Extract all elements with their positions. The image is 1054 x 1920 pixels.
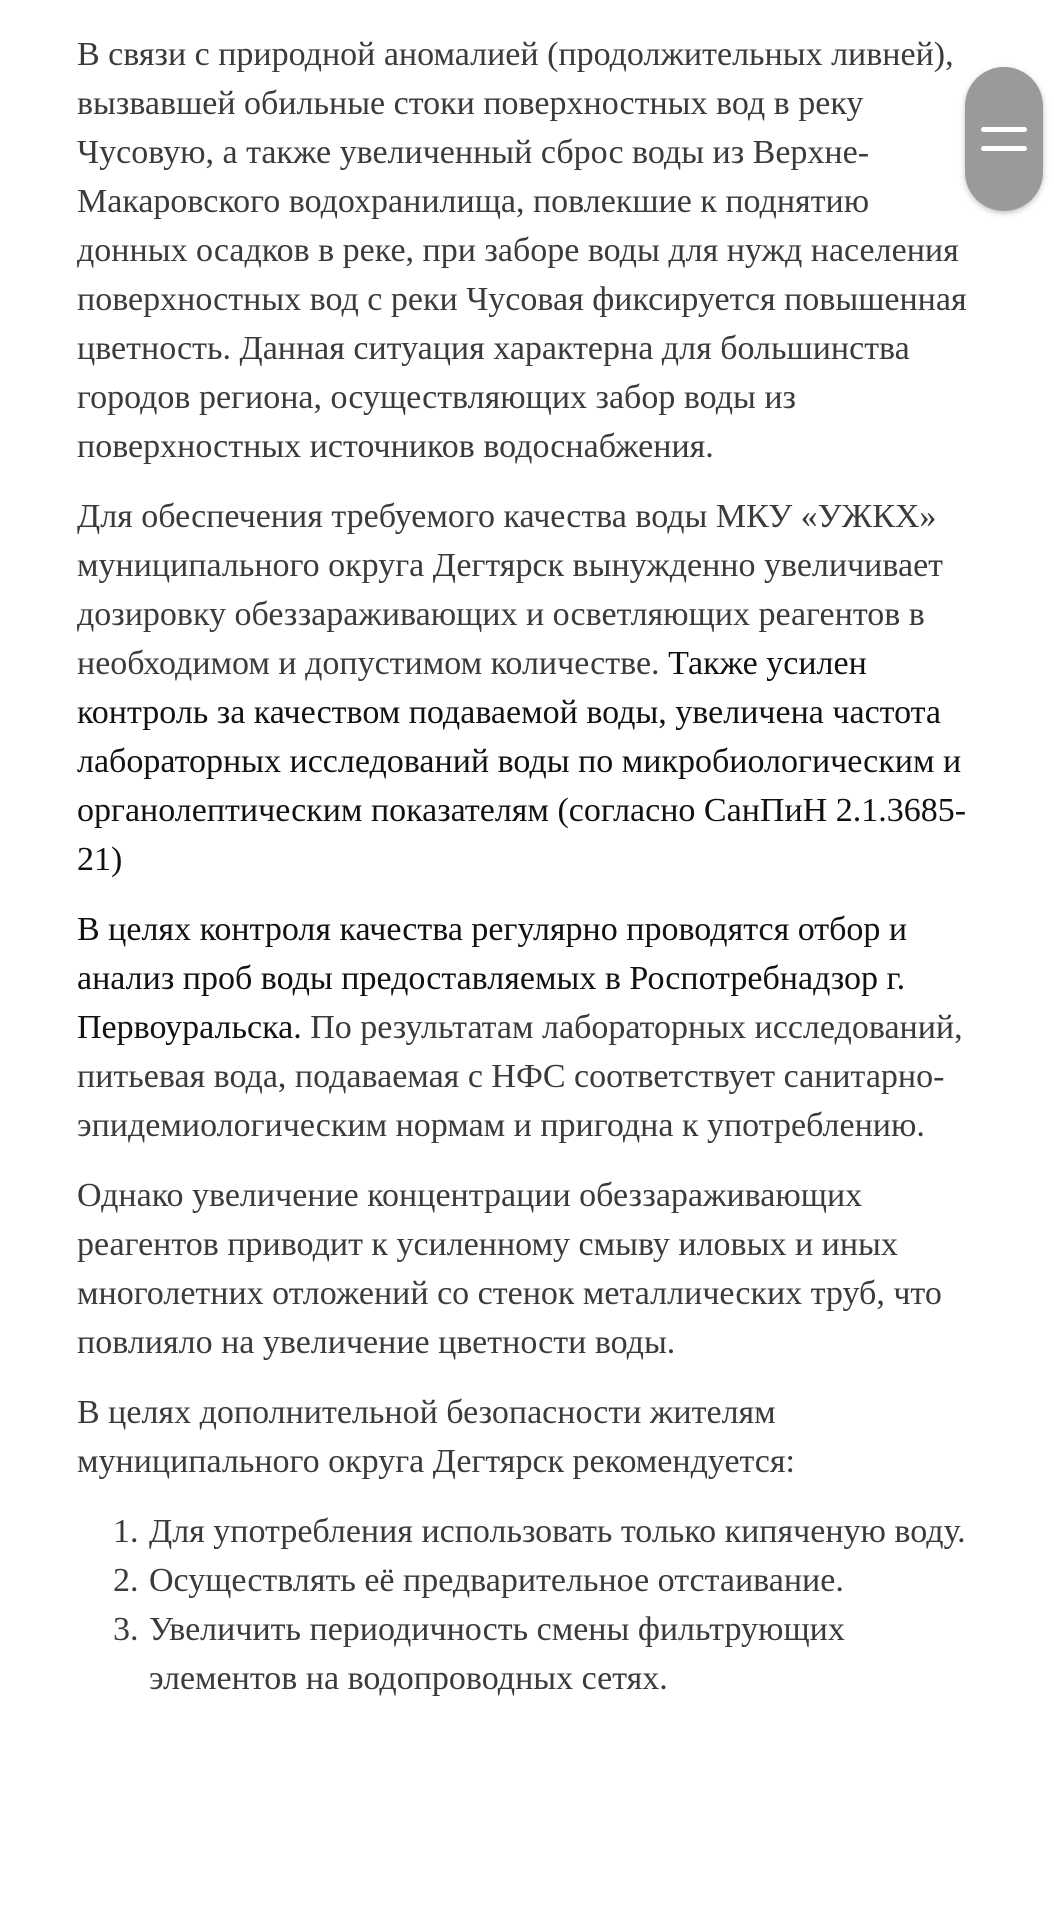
menu-icon (981, 146, 1027, 151)
paragraph-anomaly (77, 30, 977, 471)
paragraph-quality-control (77, 905, 977, 1150)
paragraph-text: В целях дополнительной безопасности жителям муниципального округа Дегтярск рекомендуется: (77, 1394, 795, 1480)
list-item: 3. Увеличить периодичность смены фильтрующих элементов на водопроводных сетях. (147, 1605, 977, 1703)
paragraph-text-emphasis: Также усилен контроль за качеством подаваемой воды, увеличена частота лабораторных исследований воды по микробиологическим и органолептическим показателям (согласно СанПиН 2.1.3685-21) (77, 645, 967, 878)
paragraph-text: В связи с природной аномалией (продолжительных ливней), вызвавшей обильные стоки поверхностных вод в реку Чусовую, а также увеличенный сброс воды из Верхне-Макаровского водохранилища, повлекшие к поднятию донных осадков в реке, при заборе воды для нужд населения поверхностных вод с реки Чусовая фиксируется повышенная цветность. Данная ситуация характерна для большинства городов региона, осуществляющих забор воды из поверхностных источников водоснабжения. (77, 36, 967, 465)
paragraph-text: Однако увеличение концентрации обеззараживающих реагентов приводит к усиленному смыву иловых и иных многолетних отложений со стенок металлических труб, что повлияло на увеличение цветности воды. (77, 1177, 942, 1361)
paragraph-text: Для обеспечения требуемого качества воды МКУ «УЖКХ» муниципального округа Дегтярск вынужденно увеличивает дозировку обеззараживающих и осветляющих реагентов в необходимом и допустимом количестве. (77, 498, 944, 682)
paragraph-text-emphasis: В целях контроля качества регулярно проводятся отбор и анализ проб воды предоставляемых в Роспотребнадзор г. Первоуральска. (77, 911, 908, 1046)
list-item: 1. Для употребления использовать только кипяченую воду. (147, 1507, 977, 1556)
paragraph-dosage (77, 492, 977, 884)
article-body (77, 30, 977, 1703)
list-item: 2. Осуществлять её предварительное отстаивание. (147, 1556, 977, 1605)
recommendations-list (77, 1507, 977, 1703)
menu-icon (981, 127, 1027, 132)
paragraph-recommendation-intro (77, 1388, 977, 1486)
menu-button[interactable] (965, 67, 1043, 211)
paragraph-text: По результатам лабораторных исследований, питьевая вода, подаваемая с НФС соответствует санитарно-эпидемиологическим нормам и пригодна к употреблению. (77, 1009, 963, 1144)
paragraph-pipe-deposits (77, 1171, 977, 1367)
